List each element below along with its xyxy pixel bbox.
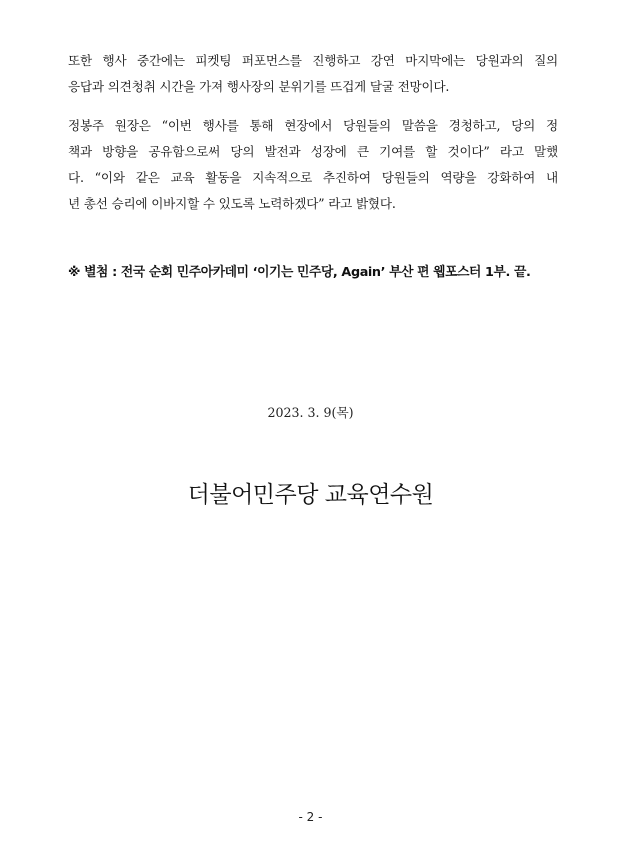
- attachment-note: ※ 별첨 : 전국 순회 민주아카데미 ‘이기는 민주당, Again’ 부산 편 웹포스터 1부. 끝.: [68, 265, 531, 280]
- document-date: 2023. 3. 9(목): [267, 405, 354, 420]
- issuing-organization: 더불어민주당 교육연수원: [187, 482, 434, 508]
- paragraph-line: 응답과 의견청취 시간을 가져 행사장의 분위기를 뜨겁게 달굴 전망이다.: [68, 79, 450, 94]
- paragraph-line: 정봉주 원장은 “이번 행사를 통해 현장에서 당원들의 말씀을 경청하고, 당의 정: [68, 118, 558, 133]
- body-paragraph-director-quote: [68, 113, 558, 217]
- paragraph-line: 다. “이와 같은 교육 활동을 지속적으로 추진하여 당원들의 역량을 강화하여 내: [68, 170, 558, 185]
- paragraph-line: 년 총선 승리에 이바지할 수 있도록 노력하겠다” 라고 밝혔다.: [68, 196, 396, 211]
- paragraph-line: 또한 행사 중간에는 피켓팅 퍼포먼스를 진행하고 강연 마지막에는 당원과의 질의: [68, 53, 558, 68]
- page-number: - 2 -: [298, 810, 323, 824]
- paragraph-line: 책과 방향을 공유함으로써 당의 발전과 성장에 큰 기여를 할 것이다” 라고 말했: [68, 144, 558, 159]
- body-paragraph-event-program: [68, 48, 558, 100]
